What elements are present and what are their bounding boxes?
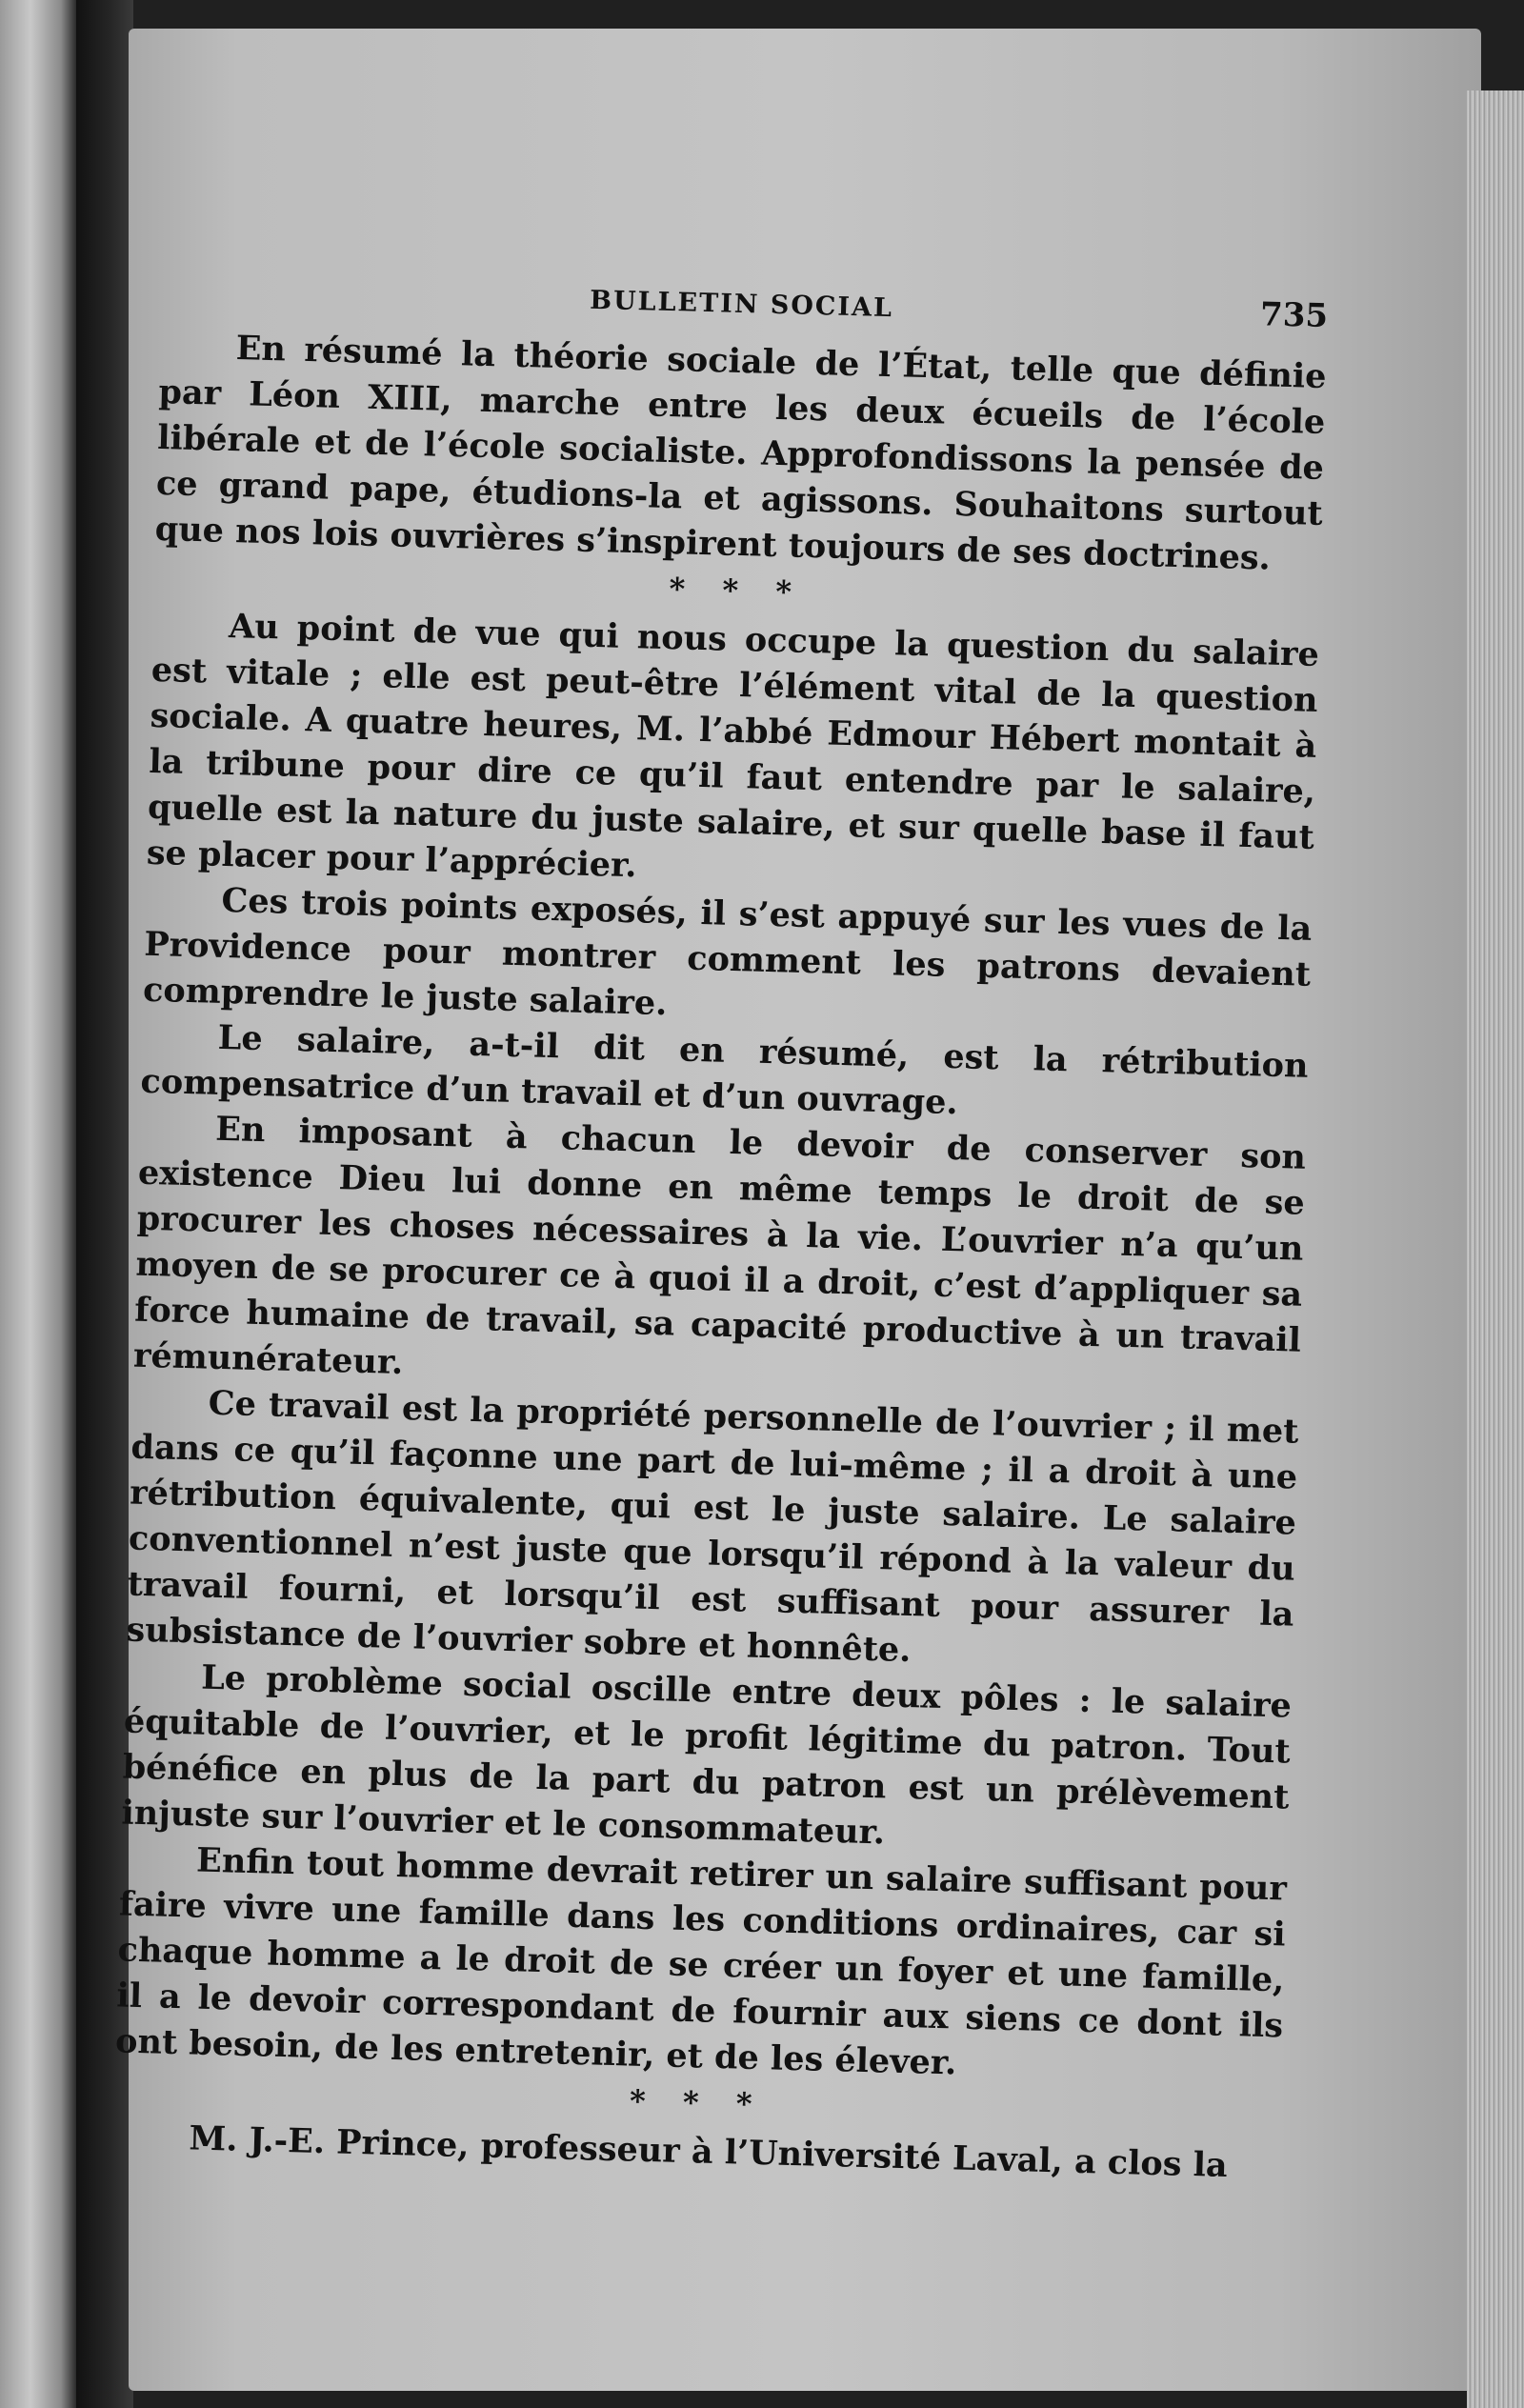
paragraph: Le salaire, a-t-il dit en résumé, est la rétribution compensatrice d’un travail et d’un ouvrage. bbox=[140, 1017, 1309, 1123]
section-separator: * * * bbox=[669, 571, 806, 611]
paragraph: Ces trois points exposés, il s’est appuyé sur les vues de la Providence pour montrer comment les patrons devaient comprendre le juste salaire. bbox=[142, 880, 1313, 1024]
paragraph: Le problème social oscille entre deux pôles : le salaire équitable de l’ouvrier, et le profit légitime du patron. Tout bénéfice en plus de la part du patron est un prélèvement injuste sur l’ouvrier et le consommateur. bbox=[120, 1657, 1293, 1853]
page-number: 735 bbox=[1259, 295, 1329, 336]
facing-page-edge bbox=[0, 0, 76, 2408]
paragraph: En imposant à chacun le devoir de conserver son existence Dieu lui donne en même temps le droit de se procurer les choses nécessaires à la vie. L’ouvrier n’a qu’un moyen de se procurer ce à quoi il a droit, c’est d’appliquer sa force humaine de travail, sa capacité productive à un travail rémunérateur. bbox=[132, 1109, 1307, 1383]
paragraph: Enfin tout homme devrait retirer un salaire suffisant pour faire vivre une famille dans les conditions ordinaires, car si chaque homme a le droit de se créer un foyer et une famille, il a le devoir correspondant de fournir aux siens ce dont ils ont besoin, de les entretenir, et de les élever. bbox=[114, 1840, 1288, 2083]
paragraph: M. J.-E. Prince, professeur à l’Université Laval, a clos la bbox=[189, 2118, 1229, 2185]
running-head-title: BULLETIN SOCIAL bbox=[589, 285, 894, 324]
paragraph: En résumé la théorie sociale de l’État, telle que définie par Léon XIII, marche entre les deux écueils de l’école libérale et de l’école socialiste. Approfondissons la pensée de ce grand pape, étudions-la et agissons. Souhaitons surtout que nos lois ouvrières s’inspirent toujours de ses doctrines. bbox=[154, 329, 1327, 578]
page-stack-edges bbox=[1467, 90, 1524, 2408]
page-text-block bbox=[112, 267, 1329, 2190]
paragraph: Au point de vue qui nous occupe la question du salaire est vitale ; elle est peut-être l’élément vital de la question sociale. A quatre heures, M. l’abbé Edmour Hébert montait à la tribune pour dire ce qu’il faut entendre par le salaire, quelle est la nature du juste salaire, et sur quelle base il faut se placer pour l’apprécier. bbox=[146, 606, 1320, 886]
paragraph: Ce travail est la propriété personnelle de l’ouvrier ; il met dans ce qu’il façonne une part de lui-même ; il a droit à une rétribution équivalente, qui est le juste salaire. Le salaire conventionnel n’est juste que lorsqu’il répond à la valeur du travail fourni, et lorsqu’il est suffisant pour assurer la subsistance de l’ouvrier sobre et honnête. bbox=[125, 1383, 1299, 1671]
section-separator: * * * bbox=[629, 2082, 766, 2123]
